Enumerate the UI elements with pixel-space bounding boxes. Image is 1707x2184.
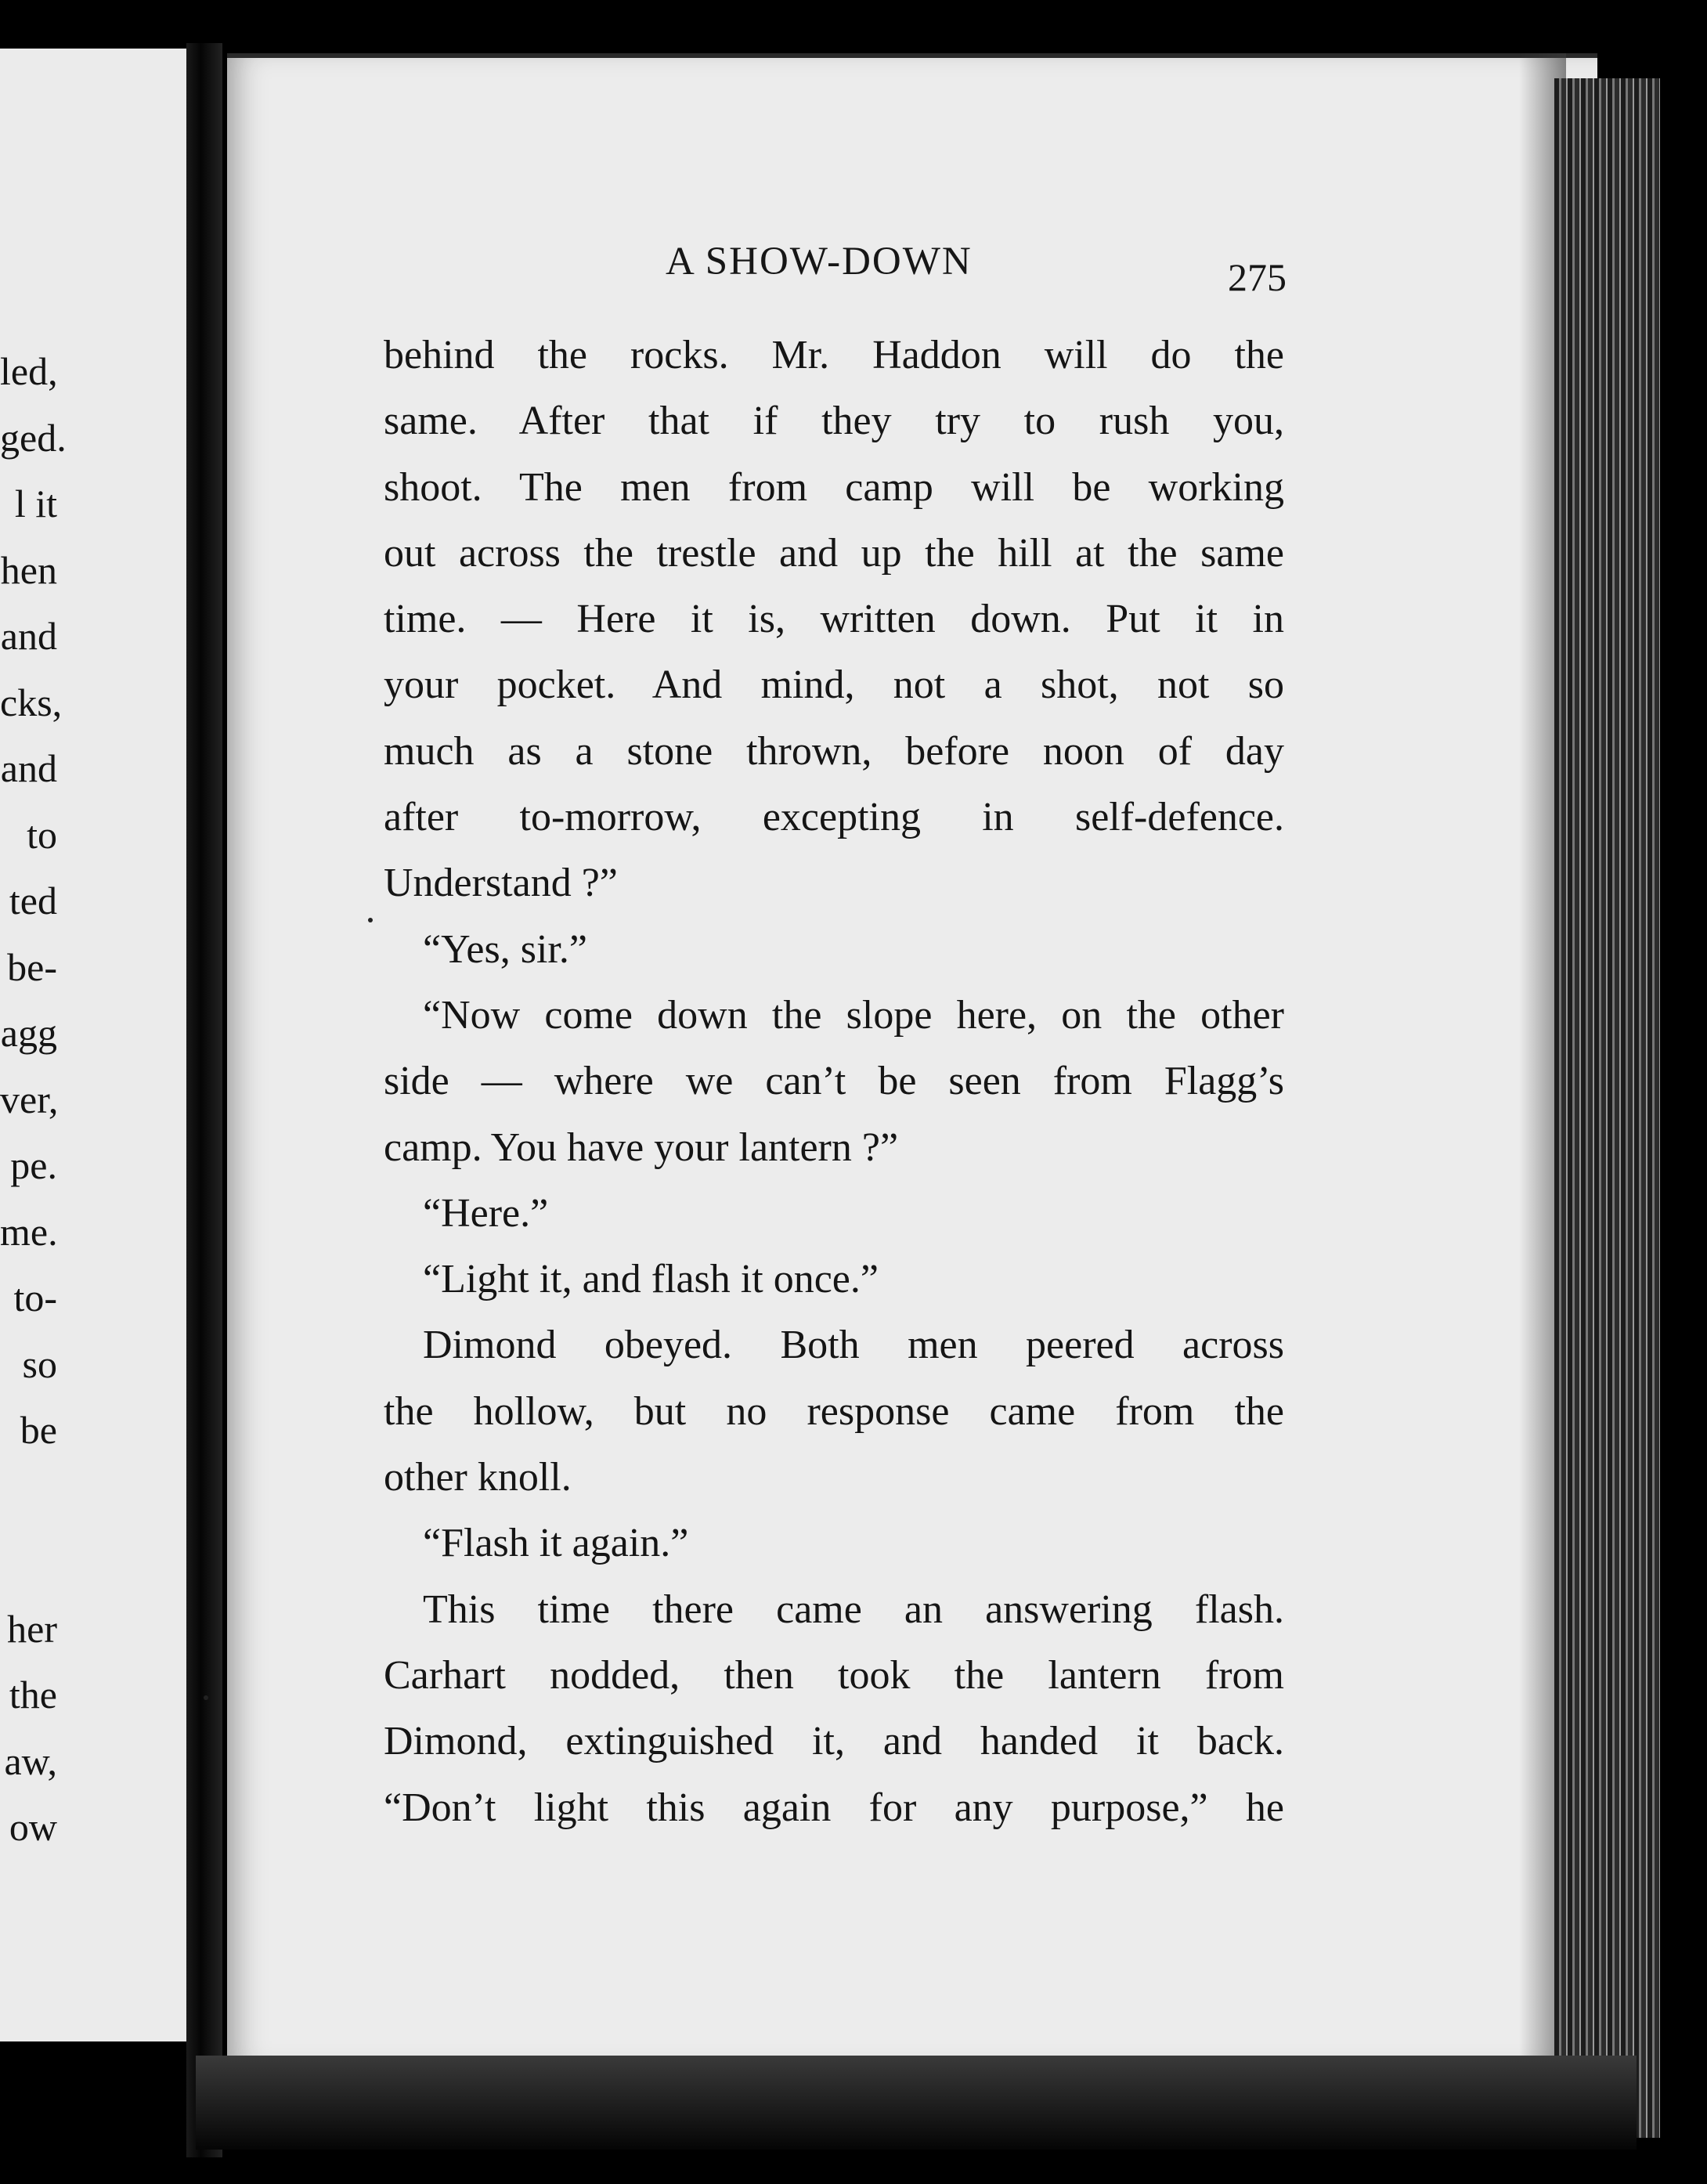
text-line: other knoll. [384,1455,572,1500]
left-line: cks, [0,680,63,724]
page-number: 275 [1228,255,1287,299]
text-line: your pocket. And mind, not a shot, not so [384,662,1284,708]
text-line: Understand ?” [384,861,618,906]
text-line: Dimond obeyed. Both men peered across [423,1323,1284,1368]
text-line: This time there came an answering flash. [423,1587,1284,1632]
text-line: “Don’t light this again for any purpose,” he [384,1785,1284,1830]
text-line: “Light it, and flash it once.” [423,1257,879,1302]
text-line: camp. You have your lantern ?” [384,1124,899,1170]
left-line: to- [13,1276,57,1319]
left-line: me. [0,1209,58,1254]
text-line: “Yes, sir.” [423,926,587,972]
text-line: same. After that if they try to rush you, [384,399,1284,444]
text-line: side — where we can’t be seen from Flagg’s [384,1059,1284,1104]
left-line [0,1529,186,1596]
text-line: “Here.” [423,1190,549,1236]
text-line: Carhart nodded, then took the lantern from [384,1652,1284,1698]
text-line: “Now come down the slope here, on the other [423,992,1284,1038]
left-line: ted [9,879,57,922]
book-bottom-edge [196,2056,1637,2150]
body-text [384,323,1284,1841]
left-line: ver, [0,1077,59,1121]
left-line: and [0,614,57,658]
left-line: led, [0,349,58,393]
left-line: ged. [0,415,67,460]
text-line: “Flash it again.” [423,1521,689,1566]
left-line: be- [7,944,57,989]
stacked-page-edges [1554,78,1660,2138]
ink-speck [368,918,373,922]
text-line: behind the rocks. Mr. Haddon will do the [384,333,1284,377]
left-line: the [9,1673,57,1717]
left-line: aw, [4,1738,57,1783]
left-line: be [20,1408,57,1452]
left-line: pe. [10,1143,57,1187]
text-line: out across the trestle and up the hill at the same [384,530,1284,576]
text-line: much as a stone thrown, before noon of day [384,728,1284,774]
text-line: the hollow, but no response came from the [384,1388,1284,1434]
text-line: shoot. The men from camp will be working [384,464,1284,510]
left-line: her [7,1606,57,1651]
left-line: to [27,812,57,857]
left-line: hen [0,547,57,592]
left-line: so [22,1341,57,1386]
left-line: l it [14,482,57,525]
ink-speck [204,1695,208,1700]
text-line: after to-morrow, excepting in self-defence. [384,795,1284,840]
left-page-fragment [0,49,186,2041]
text-line: Dimond, extinguished it, and handed it back. [384,1719,1284,1764]
book-gutter [186,43,222,2157]
text-line: time. — Here it is, written down. Put it in [384,597,1284,642]
left-line: ow [9,1805,57,1849]
left-line: and [0,746,57,790]
running-head: A SHOW-DOWN [666,240,973,283]
left-page-text [0,338,186,1861]
left-line: agg [0,1011,57,1055]
left-line [0,1464,186,1530]
